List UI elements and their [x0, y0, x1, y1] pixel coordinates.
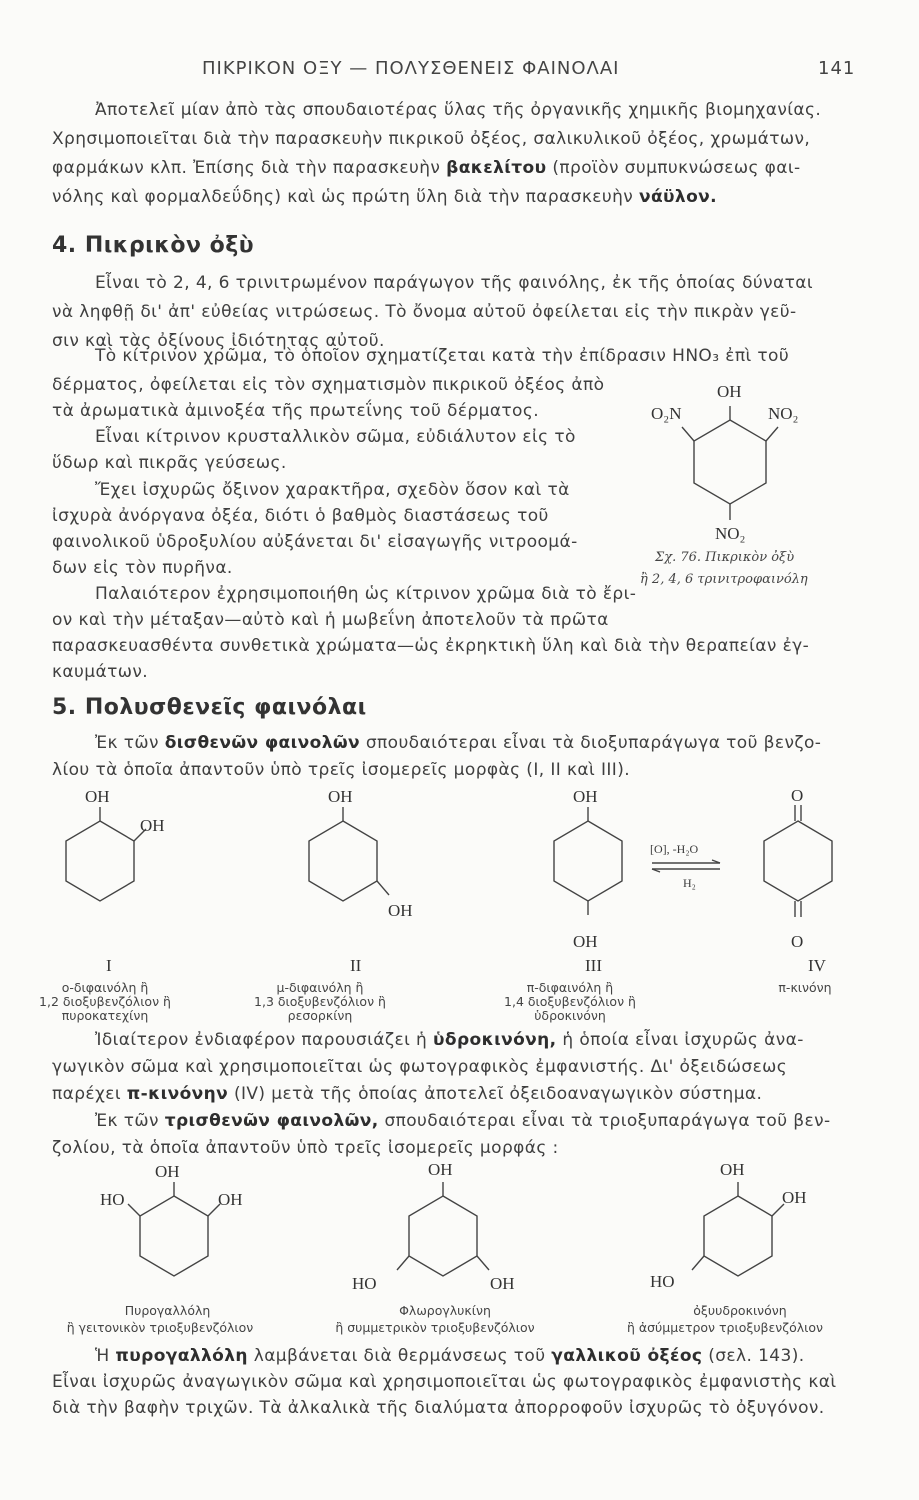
- bakelite-term: βακελίτου: [446, 158, 547, 178]
- ho-label: HO: [100, 1190, 125, 1209]
- s4-line: Παλαιότερον ἐχρησιμοποιήθη ὡς κίτρινον χρῶμα διὰ τὸ ἔρι-: [95, 584, 637, 604]
- running-header: ΠΙΚΡΙΚΟΝ ΟΞΥ — ΠΟΛΥΣΘΕΝΕΙΣ ΦΑΙΝΟΛΑΙ: [202, 58, 620, 79]
- quinone-ring: [760, 815, 836, 915]
- text: Ἡ: [95, 1346, 110, 1366]
- caption: 1,2 διοξυβενζόλιον ἢ: [39, 994, 171, 1009]
- text: Ἐκ τῶν: [95, 1111, 159, 1131]
- caption: Πυρογαλλόλη: [124, 1303, 211, 1318]
- resorcinol-ring: [305, 815, 381, 915]
- catechol-ring: [62, 815, 138, 915]
- caption: ὀξυυδροκινόνη: [693, 1303, 787, 1318]
- intro-text: νόλης καὶ φορμαλδεΰδης) καὶ ὡς πρώτη ὕλη διὰ τὴν παρασκευὴν: [52, 187, 634, 207]
- p-quinone-term: π-κινόνην: [126, 1084, 229, 1104]
- caption: Φλωρογλυκίνη: [399, 1303, 491, 1318]
- oh-label: OH: [218, 1190, 243, 1209]
- s4-line: καυμάτων.: [52, 662, 149, 682]
- s5-para3-line1: [95, 1111, 831, 1131]
- hydroxyhydroquinone-ring: [700, 1190, 776, 1290]
- section-4-heading: 4. Πικρικὸν ὀξὺ: [52, 233, 255, 258]
- arrow-label-bottom: H₂: [683, 876, 696, 890]
- no2-right-label: NO₂: [768, 404, 799, 423]
- s5-para2-line2: γωγικὸν σῶμα καὶ χρησιμοποιεῖται ὡς φωτογραφικὸς ἐμφανιστής. Δι' ὀξειδώσεως: [52, 1057, 788, 1077]
- oh-label: OH: [717, 382, 742, 401]
- caption: ἢ ἀσύμμετρον τριοξυβενζόλιον: [627, 1320, 823, 1335]
- caption: π-κινόνη: [778, 980, 832, 995]
- text: (IV) μετὰ τῆς ὁποίας ἀποτελεῖ ὀξειδοαναγωγικὸν σύστημα.: [233, 1084, 763, 1104]
- text: (σελ. 143).: [708, 1346, 805, 1366]
- text: σπουδαιότεραι εἶναι τὰ διοξυπαράγωγα τοῦ βενζο-: [365, 733, 822, 753]
- intro-line-3: [52, 158, 801, 178]
- no2-bottom-label: NO₂: [715, 524, 746, 543]
- s4-line: τὰ ἀρωματικὰ ἀμινοξέα τῆς πρωτεΐνης τοῦ δέρματος.: [52, 401, 540, 421]
- s5-para1-line2: λίου τὰ ὁποῖα ἀπαντοῦν ὑπὸ τρεῖς ἰσομερεῖς μορφὰς (I, II καὶ III).: [52, 760, 631, 780]
- s5-para1-line1: [95, 733, 821, 753]
- oh-label: OH: [490, 1274, 515, 1293]
- s4-line: παρασκευασθέντα συνθετικὰ χρώματα—ὡς ἐκρηκτικὴ ὕλη καὶ διὰ τὴν θεραπείαν ἐγ-: [52, 636, 810, 656]
- s4-line: φαινολικοῦ ὑδροξυλίου αὐξάνεται δι' εἰσαγωγῆς νιτροομά-: [52, 532, 578, 552]
- section-5-heading: 5. Πολυσθενεῖς φαινόλαι: [52, 695, 367, 720]
- oh-label: OH: [428, 1160, 453, 1179]
- caption: ρεσορκίνη: [287, 1008, 353, 1023]
- roman-III: III: [585, 956, 602, 975]
- dihydric-term: δισθενῶν φαινολῶν: [164, 733, 361, 753]
- figure-caption: Σχ. 76. Πικρικὸν ὀξὺ: [655, 550, 795, 565]
- hydroquinone-term: ὑδροκινόνη,: [433, 1030, 557, 1050]
- hydroquinone-ring: [550, 815, 626, 915]
- s4-line: Τὸ κίτρινον χρῶμα, τὸ ὁποῖον σχηματίζεται κατὰ τὴν ἐπίδρασιν HNO₃ ἐπὶ τοῦ: [95, 346, 790, 366]
- caption: ἢ γειτονικὸν τριοξυβενζόλιον: [66, 1320, 254, 1335]
- oh-label: OH: [85, 787, 110, 806]
- gallic-acid-term: γαλλικοῦ ὀξέος: [551, 1346, 703, 1366]
- caption: π-διφαινόλη ἢ: [526, 980, 614, 995]
- text: ἡ ὁποία εἶναι ἰσχυρῶς ἀνα-: [562, 1030, 804, 1050]
- s5-para2-line3: [52, 1084, 762, 1104]
- s4-line: ὕδωρ καὶ πικρᾶς γεύσεως.: [52, 453, 287, 473]
- roman-I: I: [106, 956, 112, 975]
- intro-text: (προϊὸν συμπυκνώσεως φαι-: [552, 158, 801, 178]
- page-number: 141: [818, 58, 856, 79]
- s4-line: σιν καὶ τὰς ὀξίνους ἰδιότητας αὐτοῦ.: [52, 331, 385, 351]
- caption: μ-διφαινόλη ἢ: [276, 980, 364, 995]
- o-label: O: [791, 786, 804, 805]
- oh-label: OH: [328, 787, 353, 806]
- text: Ἐκ τῶν: [95, 733, 159, 753]
- intro-text: φαρμάκων κλπ. Ἐπίσης διὰ τὴν παρασκευὴν: [52, 158, 441, 178]
- figure-caption: ἢ 2, 4, 6 τρινιτροφαινόλη: [640, 572, 808, 587]
- s4-line: νὰ ληφθῇ δι' ἀπ' εὐθείας νιτρώσεως. Τὸ ὄνομα αὐτοῦ ὀφείλεται εἰς τὴν πικρὰν γεῦ-: [52, 302, 797, 322]
- oh-label: OH: [140, 816, 165, 835]
- s5-para2-line1: [95, 1030, 804, 1050]
- roman-II: II: [350, 956, 362, 975]
- oh-label: OH: [720, 1160, 745, 1179]
- benzene-ring: [690, 420, 770, 510]
- ho-label: HO: [650, 1272, 675, 1291]
- s4-line: Εἶναι τὸ 2, 4, 6 τρινιτρωμένον παράγωγον τῆς φαινόλης, ἐκ τῆς ὁποίας δύναται: [95, 273, 814, 293]
- caption: 1,3 διοξυβενζόλιον ἢ: [254, 994, 386, 1009]
- text: σπουδαιότεραι εἶναι τὰ τριοξυπαράγωγα τοῦ βεν-: [384, 1111, 831, 1131]
- s4-line: Ἔχει ἰσχυρῶς ὄξινον χαρακτῆρα, σχεδὸν ὅσον καὶ τὰ: [95, 480, 570, 500]
- o-label: O: [791, 932, 804, 951]
- trihydric-term: τρισθενῶν φαινολῶν,: [164, 1111, 379, 1131]
- text: Ἰδιαίτερον ἐνδιαφέρον παρουσιάζει ἡ: [95, 1030, 428, 1050]
- s5-para3-line2: ζολίου, τὰ ὁποῖα ἀπαντοῦν ὑπὸ τρεῖς ἰσομερεῖς μορφάς :: [52, 1138, 559, 1158]
- caption: 1,4 διοξυβενζόλιον ἢ: [504, 994, 636, 1009]
- pyrogallol-ring: [136, 1190, 212, 1290]
- oh-label: OH: [573, 932, 598, 951]
- text: παρέχει: [52, 1084, 121, 1104]
- no2-left-label: O₂N: [651, 404, 682, 423]
- caption: ὑδροκινόνη: [534, 1008, 606, 1023]
- equilibrium-arrow: [650, 860, 722, 872]
- intro-line-1: Ἀποτελεῖ μίαν ἀπὸ τὰς σπουδαιοτέρας ὕλας τῆς ὀργανικῆς χημικῆς βιομηχανίας.: [95, 100, 822, 120]
- s4-line: δων εἰς τὸν πυρῆνα.: [52, 558, 233, 578]
- ho-label: HO: [352, 1274, 377, 1293]
- s4-line: ἰσχυρὰ ἀνόργανα ὀξέα, διότι ὁ βαθμὸς διαστάσεως τοῦ: [52, 506, 549, 526]
- s5-para4-line1: [95, 1346, 805, 1366]
- s5-para4-line2: Εἶναι ἰσχυρῶς ἀναγωγικὸν σῶμα καὶ χρησιμοποιεῖται ὡς φωτογραφικὸς ἐμφανιστὴς καὶ: [52, 1372, 837, 1392]
- s4-line: Εἶναι κίτρινον κρυσταλλικὸν σῶμα, εὐδιάλυτον εἰς τὸ: [95, 427, 576, 447]
- s5-para4-line3: διὰ τὴν βαφὴν τριχῶν. Τὰ ἀλκαλικὰ τῆς διαλύματα ἀπορροφοῦν ἰσχυρῶς τὸ ὀξυγόνον.: [52, 1398, 825, 1418]
- s4-line: ον καὶ τὴν μέταξαν—αὐτὸ καὶ ἡ μωβεΐνη ἀποτελοῦν τὰ πρῶτα: [52, 610, 609, 630]
- pyrogallol-term: πυρογαλλόλη: [115, 1346, 248, 1366]
- intro-line-2: Χρησιμοποιεῖται διὰ τὴν παρασκευὴν πικρικοῦ ὀξέος, σαλικυλικοῦ ὀξέος, χρωμάτων,: [52, 129, 811, 149]
- oh-label: OH: [388, 901, 413, 920]
- roman-IV: IV: [808, 956, 826, 975]
- oh-label: OH: [573, 787, 598, 806]
- caption: ο-διφαινόλη ἢ: [61, 980, 149, 995]
- arrow-label-top: [O], -H₂O: [650, 842, 699, 856]
- intro-line-4: [52, 187, 717, 207]
- caption: πυροκατεχίνη: [61, 1008, 149, 1023]
- s4-line: δέρματος, ὀφείλεται εἰς τὸν σχηματισμὸν πικρικοῦ ὀξέος ἀπὸ: [52, 375, 605, 395]
- oh-label: OH: [155, 1162, 180, 1181]
- caption: ἢ συμμετρικὸν τριοξυβενζόλιον: [335, 1320, 535, 1335]
- nylon-term: νάϋλον.: [638, 187, 717, 207]
- text: λαμβάνεται διὰ θερμάνσεως τοῦ: [253, 1346, 546, 1366]
- phloroglucinol-ring: [405, 1190, 481, 1290]
- oh-label: OH: [782, 1188, 807, 1207]
